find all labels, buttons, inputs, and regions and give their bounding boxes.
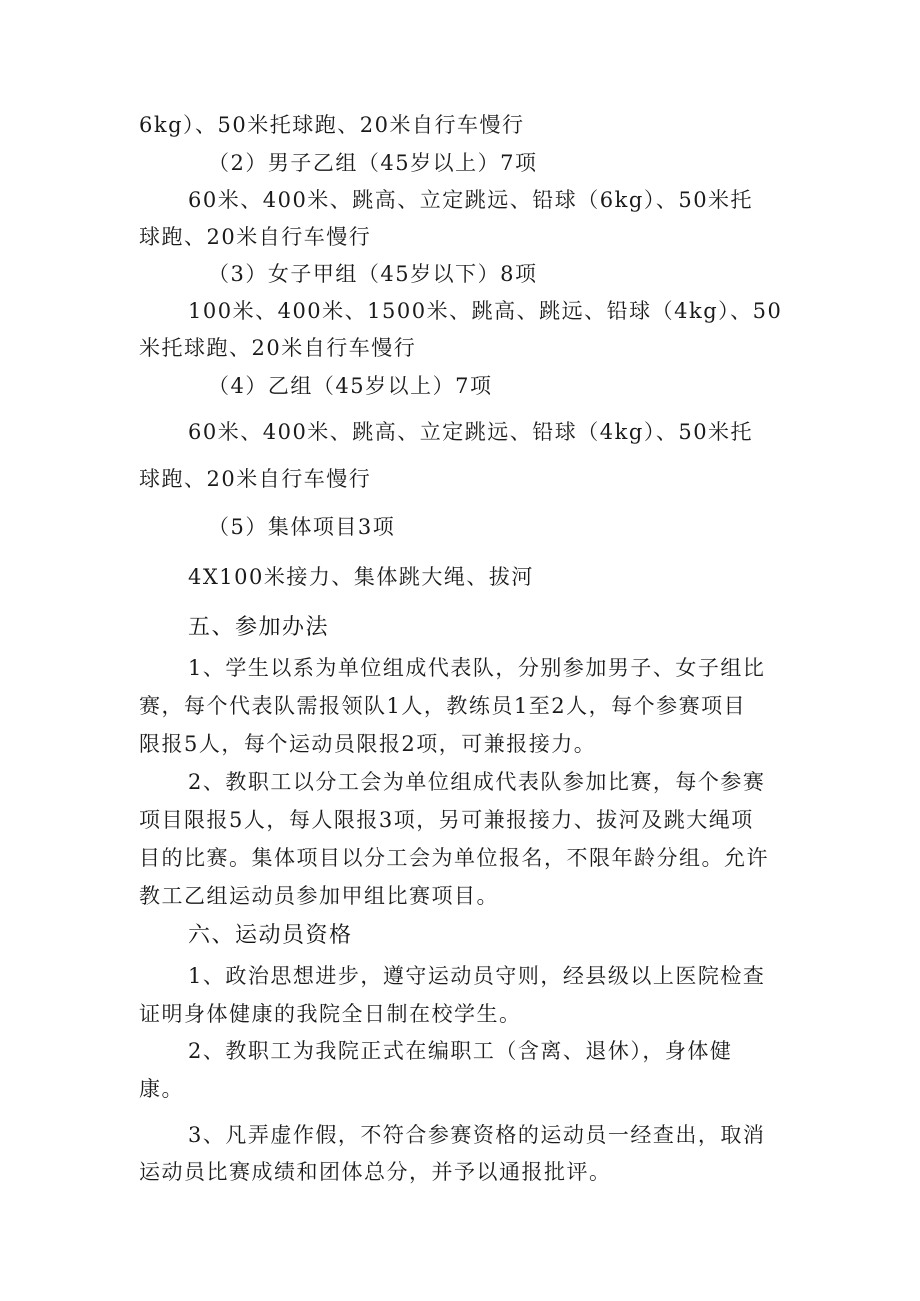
text-line: 教工乙组运动员参加甲组比赛项目。 [139,884,499,908]
text-line: 60米、400米、跳高、立定跳远、铅球（6kg）、50米托 [188,188,754,212]
text-line: 项目限报5人，每人限报3项，另可兼报接力、拔河及跳大绳项 [139,808,754,832]
section-heading-participation: 五、参加办法 [188,615,330,640]
text-line: 2、教职工为我院正式在编职工（含离、退休），身体健 [188,1039,733,1063]
text-line: 赛，每个代表队需报领队1人，教练员1至2人，每个参赛项目 [139,694,747,718]
text-line: 球跑、20米自行车慢行 [139,225,372,249]
text-line: 6kg）、50米托球跑、20米自行车慢行 [139,113,525,137]
subheading-women-a: （3）女子甲组（45岁以下）8项 [208,262,538,286]
text-line: 目的比赛。集体项目以分工会为单位报名，不限年龄分组。允许 [139,846,769,870]
text-line: 4X100米接力、集体跳大绳、拔河 [188,565,534,589]
text-line: 1、学生以系为单位组成代表队，分别参加男子、女子组比 [188,656,766,680]
text-line: 3、凡弄虚作假，不符合参赛资格的运动员一经查出，取消 [188,1123,766,1147]
text-line: 限报5人，每个运动员限报2项，可兼报接力。 [139,732,597,756]
text-line: 1、政治思想进步，遵守运动员守则，经县级以上医院检查 [188,964,766,988]
text-line: 100米、400米、1500米、跳高、跳远、铅球（4kg）、50 [188,299,783,323]
text-line: 2、教职工以分工会为单位组成代表队参加比赛，每个参赛 [188,770,766,794]
text-line: 运动员比赛成绩和团体总分，并予以通报批评。 [139,1160,612,1184]
subheading-women-b: （4）乙组（45岁以上）7项 [208,374,493,398]
section-heading-eligibility: 六、运动员资格 [188,923,353,948]
text-line: 证明身体健康的我院全日制在校学生。 [139,1002,522,1026]
text-line: 球跑、20米自行车慢行 [139,467,372,491]
text-line: 米托球跑、20米自行车慢行 [139,336,417,360]
subheading-group-events: （5）集体项目3项 [208,515,396,539]
text-line: 康。 [139,1077,184,1101]
subheading-men-b: （2）男子乙组（45岁以上）7项 [208,151,538,175]
text-line: 60米、400米、跳高、立定跳远、铅球（4kg）、50米托 [188,420,754,444]
